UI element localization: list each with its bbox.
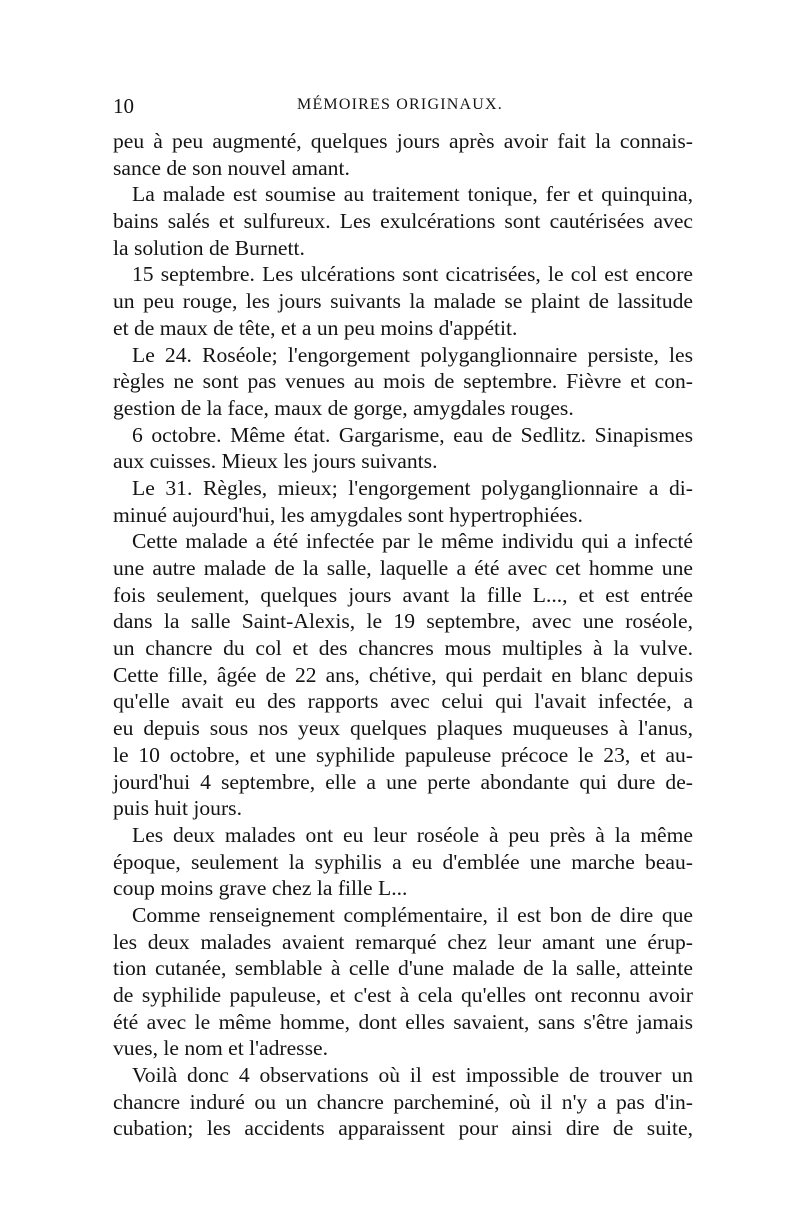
text-line: minué aujourd'hui, les amygdales sont hypertrophiées.: [113, 502, 583, 527]
text-line: un peu rouge, les jours suivants la malade se plaint de lassitude: [113, 289, 693, 314]
paragraph: [113, 902, 693, 1062]
text-line: de syphilide papuleuse, et c'est à cela qu'elles ont reconnu avoir: [113, 983, 693, 1007]
text-line: Cette fille, âgée de 22 ans, chétive, qui perdait en blanc depuis: [113, 662, 693, 687]
text-line: aux cuisses. Mieux les jours suivants.: [113, 449, 438, 474]
running-head: MÉMOIRES ORIGINAUX.: [297, 96, 503, 113]
text-line: et de maux de tête, et a un peu moins d'appétit.: [113, 315, 518, 340]
text-line: peu à peu augmenté, quelques jours après avoir fait la connais-: [113, 129, 693, 153]
text-line: la solution de Burnett.: [113, 235, 305, 260]
paragraph: [113, 1062, 693, 1142]
text-line: été avec le même homme, dont elles savaient, sans s'être jamais: [113, 1009, 693, 1034]
text-line: 15 septembre. Les ulcérations sont cicatrisées, le col est encore: [132, 262, 693, 287]
paragraph: [113, 475, 693, 528]
text-line: le 10 octobre, et une syphilide papuleuse précoce le 23, et au-: [113, 742, 693, 767]
paragraph: [113, 422, 693, 475]
text-line: coup moins grave chez la fille L...: [113, 876, 408, 901]
text-line: La malade est soumise au traitement tonique, fer et quinquina,: [132, 182, 693, 207]
body-text: [113, 128, 693, 1142]
text-line: Cette malade a été infectée par le même individu qui a infecté: [132, 529, 693, 554]
text-line: Voilà donc 4 observations où il est impossible de trouver un: [132, 1063, 693, 1088]
text-line: une autre malade de la salle, laquelle a été avec cet homme une: [113, 556, 693, 580]
text-line: tion cutanée, semblable à celle d'une malade de la salle, atteinte: [113, 956, 693, 981]
page-number: 10: [113, 94, 134, 118]
page-header: [113, 94, 687, 124]
text-line: dans la salle Saint-Alexis, le 19 septembre, avec une roséole,: [113, 609, 693, 634]
paragraph: [113, 822, 693, 902]
paragraph: [113, 128, 693, 181]
paragraph: [113, 181, 693, 261]
text-line: gestion de la face, maux de gorge, amygdales rouges.: [113, 395, 574, 420]
text-line: Comme renseignement complémentaire, il est bon de dire que: [132, 902, 693, 927]
text-line: puis huit jours.: [113, 796, 242, 821]
text-line: un chancre du col et des chancres mous multiples à la vulve.: [113, 636, 693, 661]
text-line: époque, seulement la syphilis a eu d'emblée une marche beau-: [113, 849, 693, 874]
text-line: les deux malades avaient remarqué chez leur amant une érup-: [113, 929, 693, 954]
text-line: cubation; les accidents apparaissent pour ainsi dire de suite,: [113, 1116, 693, 1141]
text-line: qu'elle avait eu des rapports avec celui qui l'avait infectée, a: [113, 689, 693, 714]
text-line: Les deux malades ont eu leur roséole à peu près à la même: [132, 822, 693, 847]
text-line: règles ne sont pas venues au mois de septembre. Fièvre et con-: [113, 369, 693, 394]
text-line: fois seulement, quelques jours avant la fille L..., et est entrée: [113, 582, 693, 607]
text-line: Le 31. Règles, mieux; l'engorgement polyganglionnaire a di-: [132, 475, 693, 500]
text-line: vues, le nom et l'adresse.: [113, 1036, 328, 1061]
text-line: Le 24. Roséole; l'engorgement polyganglionnaire persiste, les: [132, 342, 693, 367]
text-line: jourd'hui 4 septembre, elle a une perte abondante qui dure de-: [113, 769, 693, 794]
paragraph: [113, 342, 693, 422]
text-line: sance de son nouvel amant.: [113, 155, 350, 180]
text-line: bains salés et sulfureux. Les exulcérations sont cautérisées avec: [113, 209, 693, 234]
paragraph: [113, 261, 693, 341]
paragraph: [113, 528, 693, 822]
text-line: chancre induré ou un chancre parcheminé, où il n'y a pas d'in-: [113, 1089, 693, 1114]
text-line: 6 octobre. Même état. Gargarisme, eau de Sedlitz. Sinapismes: [132, 422, 693, 447]
text-line: eu depuis sous nos yeux quelques plaques muqueuses à l'anus,: [113, 716, 693, 741]
